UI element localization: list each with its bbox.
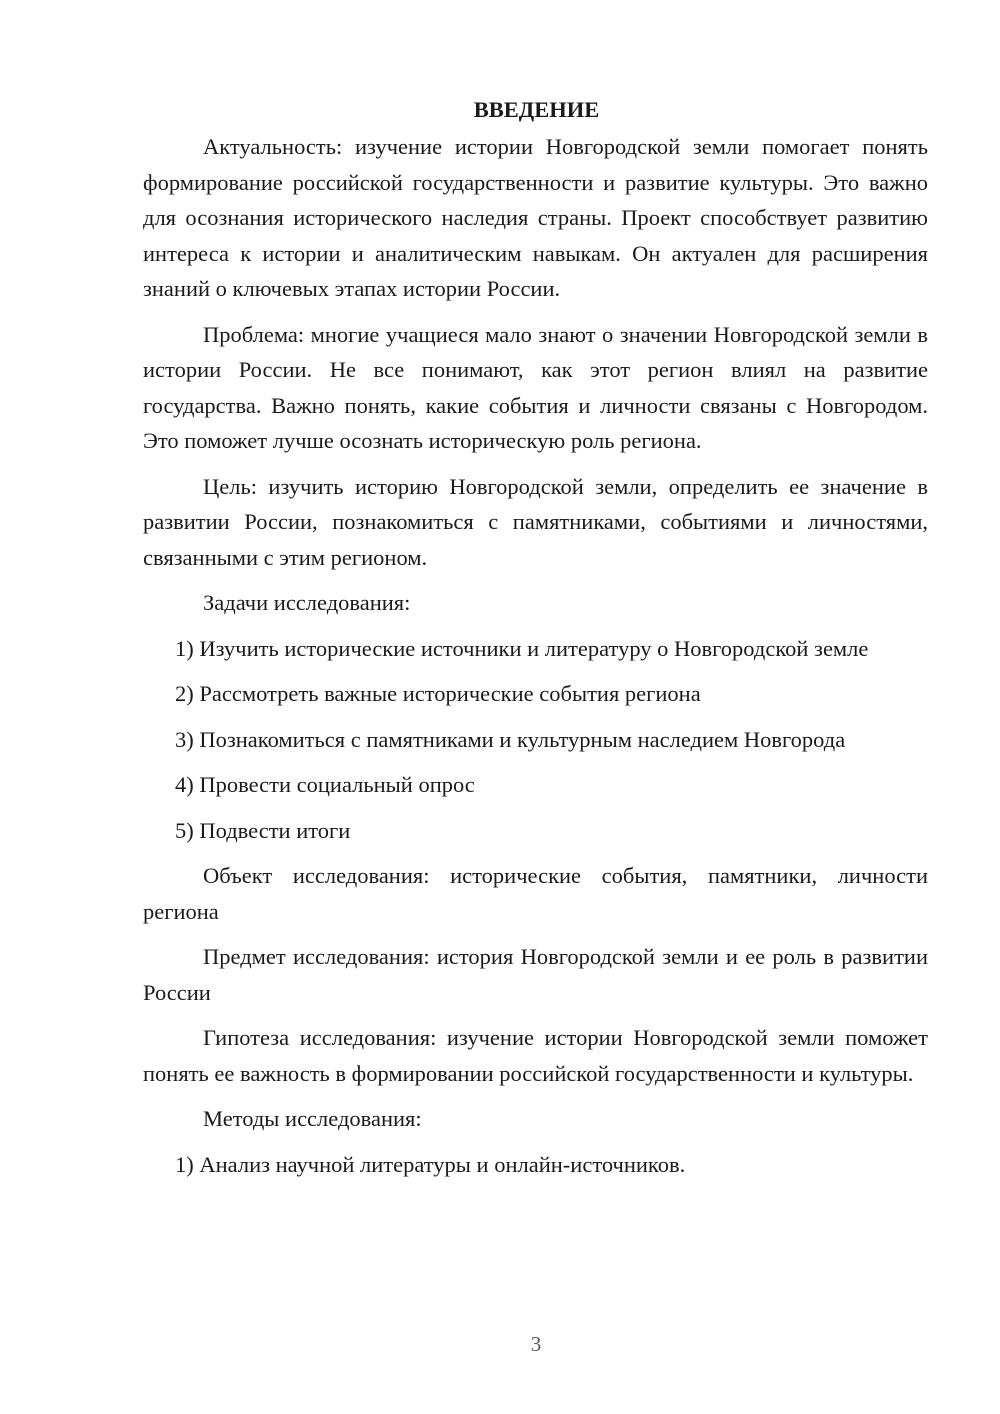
section-title: ВВЕДЕНИЕ <box>473 97 600 122</box>
task-item: 1) Изучить исторические источники и литературу о Новгородской земле <box>175 635 869 661</box>
task-item: 4) Провести социальный опрос <box>175 772 475 797</box>
tasks-label: Задачи исследования: <box>203 590 411 615</box>
goal-paragraph: Цель: изучить историю Новгородской земли, определить ее значение в развитии России, познакомиться с памятниками, событиями и личностями, связанными с этим регионом. <box>143 473 928 570</box>
relevance-paragraph: Актуальность: изучение истории Новгородской земли помогает понять формирование российской государственности и развитие культуры. Это важно для осознания исторического наследия страны. Проект способствует развитию интереса к истории и аналитическим навыкам. Он актуален для расширения знаний о ключевых этапах истории России. <box>143 134 928 301</box>
document-page <box>143 92 928 1192</box>
problem-paragraph: Проблема: многие учащиеся мало знают о значении Новгородской земли в истории России. Не все понимают, как этот регион влиял на развитие государства. Важно понять, какие события и личности связаны с Новгородом. Это поможет лучше осознать историческую роль региона. <box>143 321 928 453</box>
object-paragraph: Объект исследования: исторические события, памятники, личности региона <box>143 863 928 924</box>
page-number: 3 <box>530 1332 542 1356</box>
method-item: 1) Анализ научной литературы и онлайн-источников. <box>175 1151 686 1177</box>
task-item: 3) Познакомиться с памятниками и культурным наследием Новгорода <box>175 726 846 752</box>
task-item: 2) Рассмотреть важные исторические события региона <box>175 681 701 706</box>
task-item: 5) Подвести итоги <box>175 817 351 843</box>
subject-paragraph: Предмет исследования: история Новгородской земли и ее роль в развитии России <box>143 944 928 1005</box>
methods-label: Методы исследования: <box>203 1106 422 1131</box>
hypothesis-paragraph: Гипотеза исследования: изучение истории Новгородской земли поможет понять ее важность в формировании российской государственности и культуры. <box>143 1025 928 1086</box>
